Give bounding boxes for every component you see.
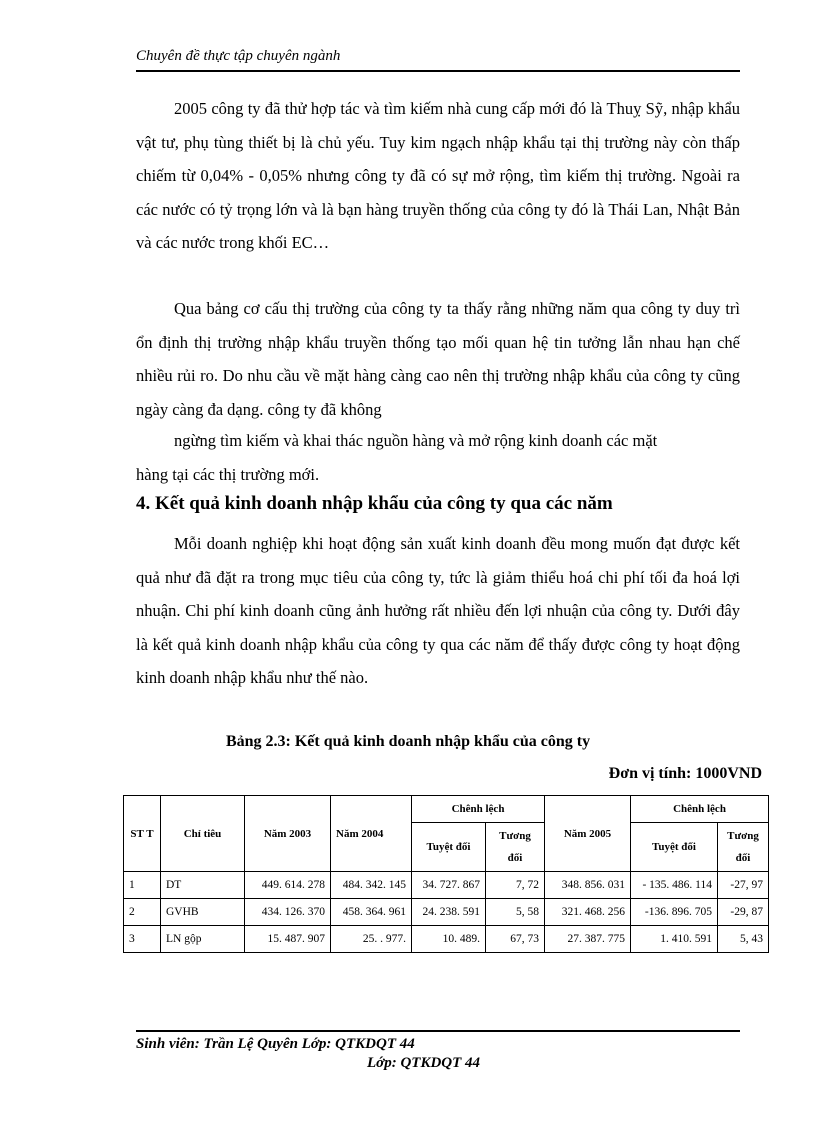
header-nam-2005: Năm 2005 — [545, 796, 631, 872]
paragraph-market-expansion: 2005 công ty đã thử hợp tác và tìm kiếm nhà cung cấp mới đó là Thuỵ Sỹ, nhập khẩu vật tư, phụ tùng thiết bị là chủ yếu. Tuy kim ngạch nhập khẩu tại thị trường này còn thấp chiếm từ 0,04% - 0,05% nhưng công ty đã có sự mở rộng, tìm kiếm thị trường. Ngoài ra các nước có tỷ trọng lớn và là bạn hàng truyền thống của công ty đó là Thái Lan, Nhật Bản và các nước trong khối EC… — [136, 99, 740, 252]
table-header-row — [124, 796, 769, 823]
cell-chi-tieu: LN gộp — [161, 926, 245, 953]
cell-tuyet-doi-2: - 135. 486. 114 — [631, 872, 718, 899]
header-tuyet-doi-2: Tuyệt đối — [631, 823, 718, 872]
footer-student: Sinh viên: Trần Lệ Quyên Lớp: QTKDQT 44 — [136, 1036, 415, 1052]
cell-nam-2003: 15. 487. 907 — [245, 926, 331, 953]
cell-nam-2003: 434. 126. 370 — [245, 899, 331, 926]
cell-tuyet-doi-2: 1. 410. 591 — [631, 926, 718, 953]
cell-tuyet-doi-2: -136. 896. 705 — [631, 899, 718, 926]
cell-stt: 2 — [124, 899, 161, 926]
cell-tuyet-doi-1: 34. 727. 867 — [412, 872, 486, 899]
header-chi-tieu: Chỉ tiêu — [161, 796, 245, 872]
table-row — [124, 872, 769, 899]
cell-nam-2005: 348. 856. 031 — [545, 872, 631, 899]
header-tuyet-doi-1: Tuyệt đối — [412, 823, 486, 872]
paragraph-market-structure: Qua bảng cơ cấu thị trường của công ty ta thấy rằng những năm qua công ty duy trì ổn định thị trường nhập khẩu truyền thống tạo mối quan hệ tin tưởng lẫn nhau hạn chế nhiều rủi ro. Do nhu cầu về mặt hàng càng cao nên thị trường nhập khẩu của công ty cũng ngày càng đa dạng. công ty đã không — [136, 299, 740, 419]
cell-nam-2004: 458. 364. 961 — [331, 899, 412, 926]
header-nam-2003: Năm 2003 — [245, 796, 331, 872]
cell-tuyet-doi-1: 24. 238. 591 — [412, 899, 486, 926]
footer-class: Lớp: QTKDQT 44 — [367, 1055, 481, 1071]
cell-stt: 1 — [124, 872, 161, 899]
header-chenh-lech-1: Chênh lệch — [412, 796, 545, 823]
paragraph-business-results: Mỗi doanh nghiệp khi hoạt động sản xuất kinh doanh đều mong muốn đạt được kết quả như đã đặt ra trong mục tiêu của công ty, tức là giảm thiểu hoá chi phí tối đa hoá lợi nhuận. Chi phí kinh doanh cũng ảnh hưởng rất nhiều đến lợi nhuận của công ty. Dưới đây là kết quả kinh doanh nhập khẩu của công ty qua các năm để thấy được công ty hoạt động kinh doanh nhập khẩu như thế nào. — [136, 534, 740, 687]
cell-tuong-doi-2: -29, 87 — [718, 899, 769, 926]
cell-nam-2004: 25. . 977. — [331, 926, 412, 953]
table-caption: Bảng 2.3: Kết quả kinh doanh nhập khẩu của công ty — [225, 733, 591, 750]
table-row — [124, 926, 769, 953]
paragraph-new-markets — [136, 424, 740, 491]
cell-stt: 3 — [124, 926, 161, 953]
header-tuong-doi-2: Tương đối — [718, 823, 769, 872]
cell-tuong-doi-1: 67, 73 — [486, 926, 545, 953]
cell-tuong-doi-2: 5, 43 — [718, 926, 769, 953]
cell-chi-tieu: GVHB — [161, 899, 245, 926]
table-unit: Đơn vị tính: 1000VND — [608, 765, 762, 782]
table-row — [124, 899, 769, 926]
paragraph-new-markets-line1: ngừng tìm kiếm và khai thác nguồn hàng và mở rộng kinh doanh các mặt — [174, 431, 658, 450]
footer-rule — [136, 1030, 740, 1032]
cell-tuong-doi-1: 7, 72 — [486, 872, 545, 899]
section-heading: 4. Kết quả kinh doanh nhập khẩu của công ty qua các năm — [136, 493, 613, 514]
cell-nam-2005: 321. 468. 256 — [545, 899, 631, 926]
header-title: Chuyên đề thực tập chuyên ngành — [136, 48, 341, 64]
header-rule — [136, 70, 740, 72]
cell-tuong-doi-2: -27, 97 — [718, 872, 769, 899]
cell-nam-2005: 27. 387. 775 — [545, 926, 631, 953]
cell-nam-2003: 449. 614. 278 — [245, 872, 331, 899]
cell-tuong-doi-1: 5, 58 — [486, 899, 545, 926]
cell-tuyet-doi-1: 10. 489. — [412, 926, 486, 953]
results-table — [123, 795, 769, 953]
cell-nam-2004: 484. 342. 145 — [331, 872, 412, 899]
header-stt: ST T — [124, 796, 161, 872]
header-tuong-doi-1: Tương đối — [486, 823, 545, 872]
paragraph-new-markets-line2: hàng tại các thị trường mới. — [136, 464, 320, 484]
header-chenh-lech-2: Chênh lệch — [631, 796, 769, 823]
header-nam-2004: Năm 2004 — [331, 796, 412, 872]
cell-chi-tieu: DT — [161, 872, 245, 899]
